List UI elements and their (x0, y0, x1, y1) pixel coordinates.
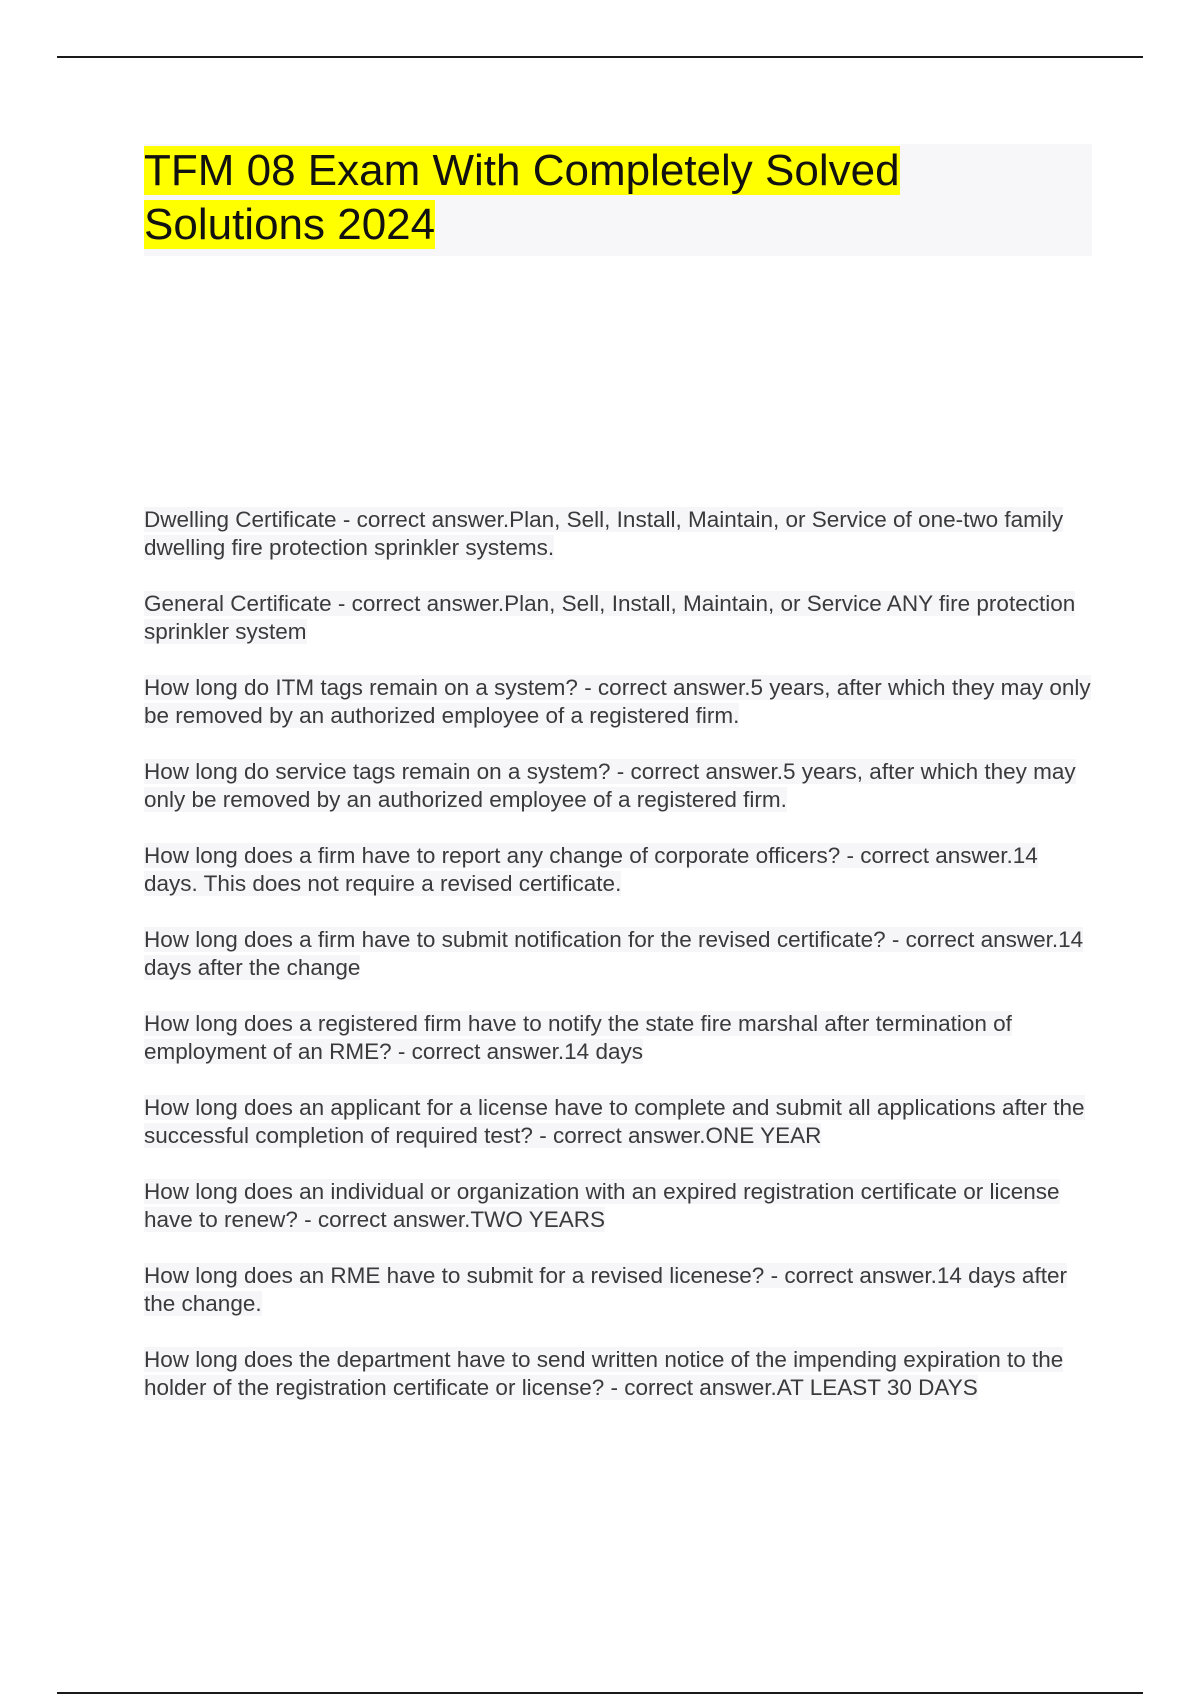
qa-text: How long does an individual or organization with an expired registration certificate or license have to renew? - correct answer.TWO YEARS (144, 1179, 1060, 1232)
list-item (144, 1346, 1092, 1402)
bottom-rule (57, 1692, 1143, 1694)
qa-text: How long does an RME have to submit for a revised licenese? - correct answer.14 days after the change. (144, 1263, 1067, 1316)
qa-text: How long does a firm have to submit notification for the revised certificate? - correct answer.14 days after the change (144, 927, 1084, 980)
document-title (144, 144, 1004, 252)
qa-text: General Certificate - correct answer.Plan, Sell, Install, Maintain, or Service ANY fire protection sprinkler system (144, 591, 1076, 644)
qa-text: How long do service tags remain on a system? - correct answer.5 years, after which they may only be removed by an authorized employee of a registered firm. (144, 759, 1076, 812)
list-item (144, 590, 1092, 646)
list-item (144, 1094, 1092, 1150)
qa-text: How long does a registered firm have to notify the state fire marshal after termination of employment of an RME? - correct answer.14 days (144, 1011, 1012, 1064)
list-item (144, 1178, 1092, 1234)
top-rule (57, 56, 1143, 58)
qa-text: How long does a firm have to report any change of corporate officers? - correct answer.14 days. This does not require a revised certificate. (144, 843, 1038, 896)
qa-text: How long does an applicant for a license have to complete and submit all applications after the successful completion of required test? - correct answer.ONE YEAR (144, 1095, 1085, 1148)
list-item (144, 1262, 1092, 1318)
list-item (144, 926, 1092, 982)
list-item (144, 758, 1092, 814)
list-item (144, 1010, 1092, 1066)
list-item (144, 674, 1092, 730)
title-block (144, 144, 1092, 256)
qa-text: How long do ITM tags remain on a system? - correct answer.5 years, after which they may only be removed by an authorized employee of a registered firm. (144, 675, 1091, 728)
qa-list (144, 506, 1092, 1430)
qa-text: Dwelling Certificate - correct answer.Plan, Sell, Install, Maintain, or Service of one-two family dwelling fire protection sprinkler systems. (144, 507, 1064, 560)
list-item (144, 506, 1092, 562)
list-item (144, 842, 1092, 898)
qa-text: How long does the department have to send written notice of the impending expiration to the holder of the registration certificate or license? - correct answer.AT LEAST 30 DAYS (144, 1347, 1064, 1400)
title-highlight: TFM 08 Exam With Completely Solved Solutions 2024 (144, 146, 900, 249)
